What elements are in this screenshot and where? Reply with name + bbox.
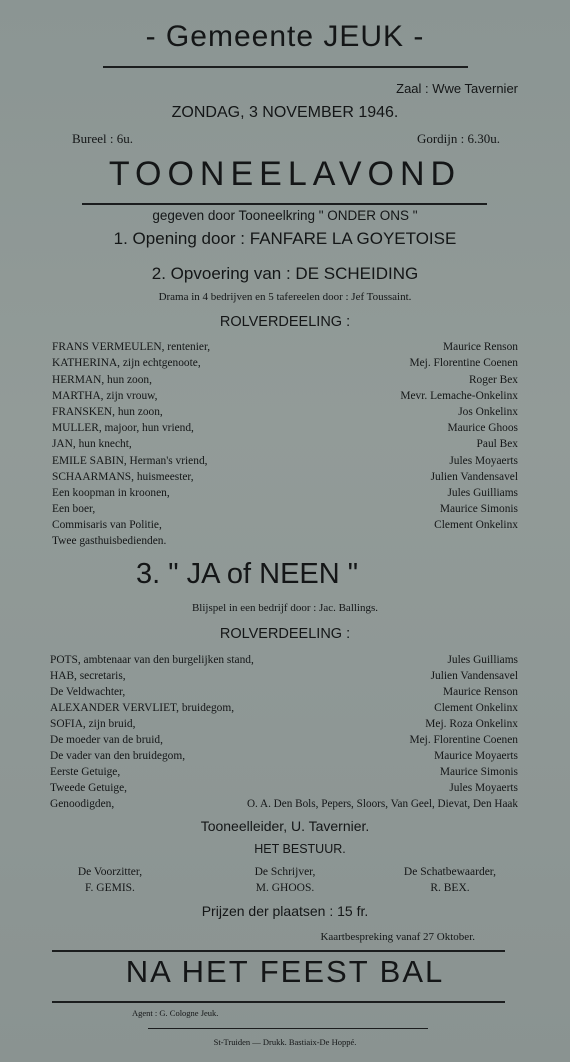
board-member-secretary: De Schrijver, M. GHOOS. [254,866,316,894]
play2-title: 3. " JA of NEEN " [136,558,359,590]
event-title: TOONEELAVOND [108,155,462,193]
curtain-time: Gordijn : 6.30u. [416,131,500,146]
given-by: gegeven door Tooneelkring " ONDER ONS " [152,208,418,223]
theatre-poster: - Gemeente JEUK - Zaal : Wwe Tavernier ZONDAG, 3 NOVEMBER 1946. Bureel : 6u. Gordijn : 6.30u. TOONEELAVOND gegeven door Tooneelkring " ONDER ONS " 1. Opening door : FANFARE LA GOYETOISE 2. Opvoering van : DE SCHEIDING Drama in 4 bedrijven en 5 tafereelen door : Jef Toussaint. ROLVERDEELING : FRANS VERMEULEN, rentenier, Maurice Renson KATHERINA, zijn echtgenoote, Mej. Florentine Coenen HERMAN, hun zoon, Roger Bex MARTHA, zijn vrouw, Mevr. Lemache-Onkelinx FRANSKEN, hun zoon, Jos Onkelinx MULLER, majoor, hun vriend, Maurice Ghoos JAN, hun knecht, Paul Bex EMILE SABIN, Herman's vriend, Jules Moyaerts SCHAARMANS, huismeester, Julien Vandensavel Een koopman in kroonen, Jules Guilliams Een boer, Maurice Simonis Commisaris van Politie, Clement Onkelinx Twee gasthuisbedienden. 3. " JA of NEEN " Blijspel in een bedrijf door : Jac. Ballings. ROLVERDEELING : POTS, ambtenaar van den burgelijken stand, Jules Guilliams HAB, secretaris, Julien Vandensavel De Veldwachter, Maurice Renson ALEXANDER VERVLIET, bruidegom, Clement Onkelinx SOFIA, zijn bruid, Mej. Roza Onkelinx De moeder van de bruid, Mej. Florentine Coenen De vader van den bruidegom, Maurice Moyaerts Eerste Getuige, Maurice Simonis Tweede Getuige, Jules Moyaerts Genoodigden, O. A. Den Bols, Pepers, Sloors, Van Geel, Dievat, Den Haak Tooneelleider, U. Tavernier. HET BESTUUR. De Voorzitter, F. GEMIS. De Schrijver, M. GHOOS. De Schatbewaarder, R. BEX. Prijzen der plaatsen : 15 fr. Kaartbespreking vanaf 27 Oktober. NA HET FEEST BAL Agent : G. Cologne Jeuk. St-Truiden — Drukk. Bastiaix-De Hoppé. [0,0,570,1062]
cast2-heading: ROLVERDEELING : [219,626,351,642]
ball-announcement: NA HET FEEST BAL [125,954,445,989]
title-rule [82,203,487,205]
cast1-heading: ROLVERDEELING : [219,314,351,330]
program-item-2: 2. Opvoering van : DE SCHEIDING [151,264,419,283]
printer-credit: St-Truiden — Drukk. Bastiaix-De Hoppé. [213,1037,357,1047]
printer-rule [148,1028,428,1029]
ticket-prices: Prijzen der plaatsen : 15 fr. [201,903,369,919]
ball-rule-bottom [52,1001,505,1003]
board-member-treasurer: De Schatbewaarder, R. BEX. [403,866,497,894]
event-date: ZONDAG, 3 NOVEMBER 1946. [171,104,399,121]
ball-rule-top [52,950,505,952]
director: Tooneelleider, U. Tavernier. [200,818,370,834]
venue: Zaal : Wwe Tavernier [396,81,518,96]
program-item-1: 1. Opening door : FANFARE LA GOYETOISE [113,229,457,248]
board-heading: HET BESTUUR. [254,842,346,856]
agent-credit: Agent : G. Cologne Jeuk. [132,1008,219,1018]
office-hours: Bureel : 6u. [72,131,134,146]
play1-subtitle: Drama in 4 bedrijven en 5 tafereelen door : Jef Toussaint. [158,291,412,303]
play2-subtitle: Blijspel in een bedrijf door : Jac. Ballings. [191,602,379,614]
municipality-title: - Gemeente JEUK - [145,20,425,53]
presale-notice: Kaartbespreking vanaf 27 Oktober. [320,931,475,943]
board-member-chair: De Voorzitter, F. GEMIS. [77,866,143,894]
header-rule [103,66,468,68]
